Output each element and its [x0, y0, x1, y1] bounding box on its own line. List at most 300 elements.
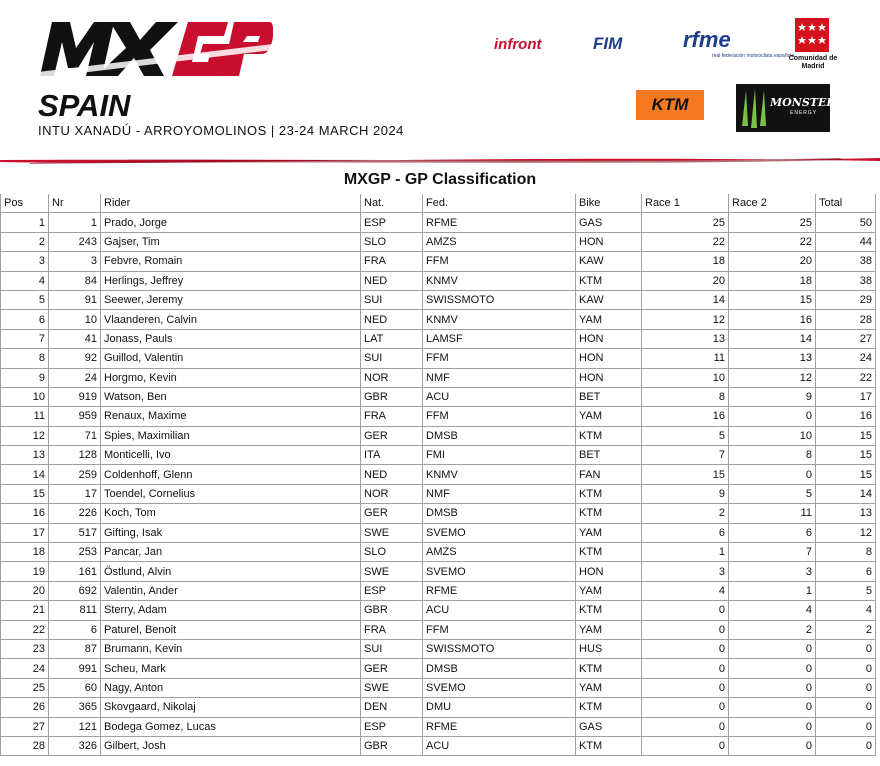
cell-race1: 12: [642, 310, 729, 329]
cell-fed: ACU: [423, 601, 576, 620]
cell-nr: 128: [49, 446, 101, 465]
table-row: [1, 678, 876, 697]
cell-bike: GAS: [576, 717, 642, 736]
cell-total: 5: [816, 581, 876, 600]
table-row: [1, 736, 876, 755]
cell-nat: NED: [361, 271, 423, 290]
cell-total: 15: [816, 446, 876, 465]
cell-race2: 6: [729, 523, 816, 542]
cell-nat: GBR: [361, 387, 423, 406]
cell-nr: 17: [49, 484, 101, 503]
cell-race1: 4: [642, 581, 729, 600]
cell-race1: 11: [642, 349, 729, 368]
header-total: Total: [816, 194, 876, 213]
cell-rider: Febvre, Romain: [101, 252, 361, 271]
cell-pos: 2: [1, 232, 49, 251]
cell-nr: 226: [49, 504, 101, 523]
cell-nr: 3: [49, 252, 101, 271]
ktm-logo: KTM: [636, 90, 704, 120]
cell-race2: 0: [729, 698, 816, 717]
cell-race2: 1: [729, 581, 816, 600]
cell-race1: 13: [642, 329, 729, 348]
cell-race1: 22: [642, 232, 729, 251]
header-fed: Fed.: [423, 194, 576, 213]
cell-race1: 5: [642, 426, 729, 445]
cell-pos: 8: [1, 349, 49, 368]
infront-logo: infront: [494, 36, 542, 53]
cell-race2: 13: [729, 349, 816, 368]
mxgp-logo: [38, 14, 273, 84]
cell-pos: 22: [1, 620, 49, 639]
cell-nat: ESP: [361, 717, 423, 736]
cell-nat: SWE: [361, 678, 423, 697]
cell-bike: KTM: [576, 698, 642, 717]
table-row: [1, 213, 876, 232]
cell-fed: AMZS: [423, 543, 576, 562]
cell-rider: Nagy, Anton: [101, 678, 361, 697]
cell-total: 27: [816, 329, 876, 348]
cell-rider: Skovgaard, Nikolaj: [101, 698, 361, 717]
cell-fed: NMF: [423, 368, 576, 387]
cell-race2: 20: [729, 252, 816, 271]
cell-pos: 18: [1, 543, 49, 562]
cell-pos: 10: [1, 387, 49, 406]
cell-fed: KNMV: [423, 465, 576, 484]
cell-pos: 13: [1, 446, 49, 465]
cell-race1: 2: [642, 504, 729, 523]
cell-nr: 365: [49, 698, 101, 717]
cell-race2: 16: [729, 310, 816, 329]
cell-race2: 10: [729, 426, 816, 445]
event-subtitle: INTU XANADÚ - ARROYOMOLINOS | 23-24 MARCH 2024: [38, 123, 404, 138]
cell-nr: 91: [49, 290, 101, 309]
cell-nr: 71: [49, 426, 101, 445]
cell-race2: 0: [729, 407, 816, 426]
cell-race1: 0: [642, 678, 729, 697]
table-row: [1, 387, 876, 406]
cell-bike: KAW: [576, 252, 642, 271]
cell-fed: KNMV: [423, 310, 576, 329]
header-nat: Nat.: [361, 194, 423, 213]
cell-bike: HUS: [576, 639, 642, 658]
cell-race2: 0: [729, 678, 816, 697]
cell-nr: 991: [49, 659, 101, 678]
cell-total: 6: [816, 562, 876, 581]
cell-nat: NOR: [361, 484, 423, 503]
cell-bike: GAS: [576, 213, 642, 232]
cell-rider: Seewer, Jeremy: [101, 290, 361, 309]
cell-race1: 7: [642, 446, 729, 465]
cell-nat: FRA: [361, 407, 423, 426]
page-title: MXGP - GP Classification: [343, 171, 537, 188]
cell-race1: 0: [642, 620, 729, 639]
header-race2: Race 2: [729, 194, 816, 213]
cell-rider: Guillod, Valentin: [101, 349, 361, 368]
cell-rider: Monticelli, Ivo: [101, 446, 361, 465]
table-row: [1, 465, 876, 484]
cell-fed: RFME: [423, 581, 576, 600]
country-title: SPAIN: [38, 88, 131, 123]
cell-race2: 5: [729, 484, 816, 503]
cell-fed: DMU: [423, 698, 576, 717]
cell-bike: KTM: [576, 736, 642, 755]
cell-total: 0: [816, 678, 876, 697]
table-row: [1, 562, 876, 581]
cell-race1: 20: [642, 271, 729, 290]
cell-rider: Vlaanderen, Calvin: [101, 310, 361, 329]
table-header-row: [1, 194, 876, 213]
cell-bike: HON: [576, 562, 642, 581]
cell-pos: 19: [1, 562, 49, 581]
cell-pos: 27: [1, 717, 49, 736]
cell-nr: 1: [49, 213, 101, 232]
cell-race2: 4: [729, 601, 816, 620]
cell-total: 24: [816, 349, 876, 368]
table-row: [1, 407, 876, 426]
cell-total: 4: [816, 601, 876, 620]
cell-nr: 259: [49, 465, 101, 484]
cell-race2: 2: [729, 620, 816, 639]
cell-total: 16: [816, 407, 876, 426]
cell-bike: KTM: [576, 659, 642, 678]
cell-rider: Gajser, Tim: [101, 232, 361, 251]
cell-rider: Jonass, Pauls: [101, 329, 361, 348]
cell-nat: LAT: [361, 329, 423, 348]
cell-rider: Watson, Ben: [101, 387, 361, 406]
cell-nr: 6: [49, 620, 101, 639]
cell-race2: 0: [729, 659, 816, 678]
cell-nat: ITA: [361, 446, 423, 465]
cell-race2: 9: [729, 387, 816, 406]
fim-logo: FIM: [593, 34, 623, 53]
table-row: [1, 349, 876, 368]
header-race1: Race 1: [642, 194, 729, 213]
cell-total: 13: [816, 504, 876, 523]
cell-pos: 1: [1, 213, 49, 232]
cell-bike: KTM: [576, 271, 642, 290]
table-row: [1, 368, 876, 387]
cell-total: 0: [816, 698, 876, 717]
cell-race1: 14: [642, 290, 729, 309]
cell-nr: 811: [49, 601, 101, 620]
cell-total: 8: [816, 543, 876, 562]
cell-fed: RFME: [423, 717, 576, 736]
header-nr: Nr: [49, 194, 101, 213]
event-header: [0, 0, 880, 166]
table-row: [1, 620, 876, 639]
cell-bike: HON: [576, 329, 642, 348]
cell-fed: DMSB: [423, 659, 576, 678]
header-bike: Bike: [576, 194, 642, 213]
cell-race2: 25: [729, 213, 816, 232]
red-brush-divider: [0, 152, 880, 168]
cell-bike: YAM: [576, 523, 642, 542]
cell-race1: 0: [642, 698, 729, 717]
cell-bike: YAM: [576, 310, 642, 329]
cell-total: 29: [816, 290, 876, 309]
cell-total: 15: [816, 465, 876, 484]
cell-fed: DMSB: [423, 504, 576, 523]
cell-total: 28: [816, 310, 876, 329]
cell-fed: SVEMO: [423, 678, 576, 697]
cell-race2: 14: [729, 329, 816, 348]
cell-bike: YAM: [576, 407, 642, 426]
rfme-logo: rfme: [683, 27, 731, 52]
cell-race1: 1: [642, 543, 729, 562]
cell-pos: 16: [1, 504, 49, 523]
cell-bike: BET: [576, 387, 642, 406]
cell-bike: FAN: [576, 465, 642, 484]
madrid-logo-text: Comunidad de Madrid: [788, 55, 838, 70]
cell-race1: 25: [642, 213, 729, 232]
cell-nr: 243: [49, 232, 101, 251]
cell-fed: LAMSF: [423, 329, 576, 348]
cell-fed: SVEMO: [423, 562, 576, 581]
table-row: [1, 290, 876, 309]
cell-bike: KAW: [576, 290, 642, 309]
cell-pos: 26: [1, 698, 49, 717]
cell-pos: 5: [1, 290, 49, 309]
cell-nr: 161: [49, 562, 101, 581]
cell-fed: AMZS: [423, 232, 576, 251]
table-row: [1, 523, 876, 542]
cell-bike: KTM: [576, 601, 642, 620]
cell-pos: 17: [1, 523, 49, 542]
cell-bike: YAM: [576, 620, 642, 639]
cell-pos: 12: [1, 426, 49, 445]
cell-fed: FFM: [423, 407, 576, 426]
cell-race2: 0: [729, 465, 816, 484]
cell-fed: ACU: [423, 736, 576, 755]
cell-race2: 0: [729, 717, 816, 736]
table-row: [1, 543, 876, 562]
table-row: [1, 252, 876, 271]
cell-rider: Gifting, Isak: [101, 523, 361, 542]
cell-pos: 23: [1, 639, 49, 658]
table-row: [1, 484, 876, 503]
cell-total: 2: [816, 620, 876, 639]
cell-fed: DMSB: [423, 426, 576, 445]
cell-nr: 919: [49, 387, 101, 406]
cell-rider: Herlings, Jeffrey: [101, 271, 361, 290]
cell-nr: 692: [49, 581, 101, 600]
cell-nr: 10: [49, 310, 101, 329]
cell-nat: FRA: [361, 252, 423, 271]
cell-total: 17: [816, 387, 876, 406]
cell-race1: 0: [642, 639, 729, 658]
table-row: [1, 717, 876, 736]
cell-race1: 6: [642, 523, 729, 542]
cell-nat: SWE: [361, 523, 423, 542]
cell-race1: 10: [642, 368, 729, 387]
classification-table: [0, 194, 876, 756]
cell-race1: 0: [642, 601, 729, 620]
table-row: [1, 329, 876, 348]
cell-race1: 16: [642, 407, 729, 426]
cell-race1: 8: [642, 387, 729, 406]
cell-rider: Brumann, Kevin: [101, 639, 361, 658]
cell-race1: 9: [642, 484, 729, 503]
cell-pos: 4: [1, 271, 49, 290]
cell-total: 50: [816, 213, 876, 232]
cell-fed: FFM: [423, 620, 576, 639]
cell-race2: 11: [729, 504, 816, 523]
cell-fed: SWISSMOTO: [423, 290, 576, 309]
cell-fed: SWISSMOTO: [423, 639, 576, 658]
cell-pos: 3: [1, 252, 49, 271]
table-row: [1, 659, 876, 678]
cell-total: 38: [816, 252, 876, 271]
rfme-logo-subtext: real federación motociclista española: [712, 53, 795, 59]
monster-logo-text: MONSTER: [770, 96, 836, 109]
cell-rider: Prado, Jorge: [101, 213, 361, 232]
cell-race2: 3: [729, 562, 816, 581]
cell-rider: Scheu, Mark: [101, 659, 361, 678]
cell-nat: DEN: [361, 698, 423, 717]
cell-rider: Sterry, Adam: [101, 601, 361, 620]
cell-fed: FFM: [423, 252, 576, 271]
cell-pos: 24: [1, 659, 49, 678]
cell-nat: GBR: [361, 736, 423, 755]
cell-pos: 15: [1, 484, 49, 503]
cell-pos: 21: [1, 601, 49, 620]
cell-bike: YAM: [576, 581, 642, 600]
cell-nr: 84: [49, 271, 101, 290]
cell-pos: 11: [1, 407, 49, 426]
cell-pos: 6: [1, 310, 49, 329]
cell-total: 0: [816, 717, 876, 736]
header-rider: Rider: [101, 194, 361, 213]
cell-nr: 121: [49, 717, 101, 736]
cell-nr: 517: [49, 523, 101, 542]
cell-race2: 7: [729, 543, 816, 562]
cell-bike: BET: [576, 446, 642, 465]
cell-pos: 28: [1, 736, 49, 755]
cell-pos: 20: [1, 581, 49, 600]
cell-nat: SLO: [361, 232, 423, 251]
table-row: [1, 271, 876, 290]
cell-nat: SWE: [361, 562, 423, 581]
table-row: [1, 446, 876, 465]
cell-nat: FRA: [361, 620, 423, 639]
cell-pos: 7: [1, 329, 49, 348]
cell-rider: Bodega Gomez, Lucas: [101, 717, 361, 736]
table-row: [1, 601, 876, 620]
cell-rider: Coldenhoff, Glenn: [101, 465, 361, 484]
cell-pos: 9: [1, 368, 49, 387]
cell-nat: ESP: [361, 581, 423, 600]
cell-bike: HON: [576, 368, 642, 387]
cell-race2: 0: [729, 639, 816, 658]
cell-nr: 253: [49, 543, 101, 562]
cell-nat: NED: [361, 310, 423, 329]
cell-race1: 0: [642, 736, 729, 755]
cell-nr: 92: [49, 349, 101, 368]
cell-total: 0: [816, 659, 876, 678]
cell-race2: 0: [729, 736, 816, 755]
cell-nr: 959: [49, 407, 101, 426]
cell-bike: HON: [576, 232, 642, 251]
cell-pos: 14: [1, 465, 49, 484]
cell-race2: 18: [729, 271, 816, 290]
cell-race2: 15: [729, 290, 816, 309]
cell-bike: KTM: [576, 484, 642, 503]
cell-nat: NED: [361, 465, 423, 484]
cell-rider: Valentin, Ander: [101, 581, 361, 600]
cell-fed: ACU: [423, 387, 576, 406]
cell-fed: RFME: [423, 213, 576, 232]
cell-race2: 8: [729, 446, 816, 465]
cell-nat: SUI: [361, 290, 423, 309]
cell-bike: KTM: [576, 543, 642, 562]
cell-pos: 25: [1, 678, 49, 697]
cell-total: 0: [816, 639, 876, 658]
cell-nat: GER: [361, 504, 423, 523]
cell-race1: 18: [642, 252, 729, 271]
cell-nat: GBR: [361, 601, 423, 620]
cell-race1: 3: [642, 562, 729, 581]
cell-nr: 87: [49, 639, 101, 658]
cell-rider: Spies, Maximilian: [101, 426, 361, 445]
cell-nr: 60: [49, 678, 101, 697]
cell-total: 14: [816, 484, 876, 503]
cell-nat: SUI: [361, 349, 423, 368]
madrid-flag-icon: [795, 18, 829, 52]
cell-total: 12: [816, 523, 876, 542]
table-row: [1, 581, 876, 600]
cell-total: 38: [816, 271, 876, 290]
cell-bike: KTM: [576, 504, 642, 523]
cell-nat: SUI: [361, 639, 423, 658]
header-pos: Pos: [1, 194, 49, 213]
cell-rider: Renaux, Maxime: [101, 407, 361, 426]
cell-rider: Östlund, Alvin: [101, 562, 361, 581]
cell-nr: 41: [49, 329, 101, 348]
table-row: [1, 310, 876, 329]
cell-race1: 0: [642, 717, 729, 736]
cell-rider: Gilbert, Josh: [101, 736, 361, 755]
cell-fed: FFM: [423, 349, 576, 368]
cell-fed: NMF: [423, 484, 576, 503]
cell-race1: 0: [642, 659, 729, 678]
cell-nat: ESP: [361, 213, 423, 232]
table-row: [1, 426, 876, 445]
cell-rider: Pancar, Jan: [101, 543, 361, 562]
cell-rider: Horgmo, Kevin: [101, 368, 361, 387]
table-row: [1, 698, 876, 717]
table-row: [1, 504, 876, 523]
cell-fed: KNMV: [423, 271, 576, 290]
cell-race2: 12: [729, 368, 816, 387]
cell-nat: SLO: [361, 543, 423, 562]
cell-nat: GER: [361, 426, 423, 445]
cell-nat: GER: [361, 659, 423, 678]
cell-bike: KTM: [576, 426, 642, 445]
cell-rider: Toendel, Cornelius: [101, 484, 361, 503]
cell-race1: 15: [642, 465, 729, 484]
cell-nr: 24: [49, 368, 101, 387]
cell-total: 0: [816, 736, 876, 755]
table-body: [1, 213, 876, 756]
cell-rider: Koch, Tom: [101, 504, 361, 523]
cell-total: 15: [816, 426, 876, 445]
cell-total: 22: [816, 368, 876, 387]
cell-bike: HON: [576, 349, 642, 368]
table-row: [1, 639, 876, 658]
cell-rider: Paturel, Benoit: [101, 620, 361, 639]
monster-logo-subtext: ENERGY: [790, 110, 818, 116]
cell-total: 44: [816, 232, 876, 251]
